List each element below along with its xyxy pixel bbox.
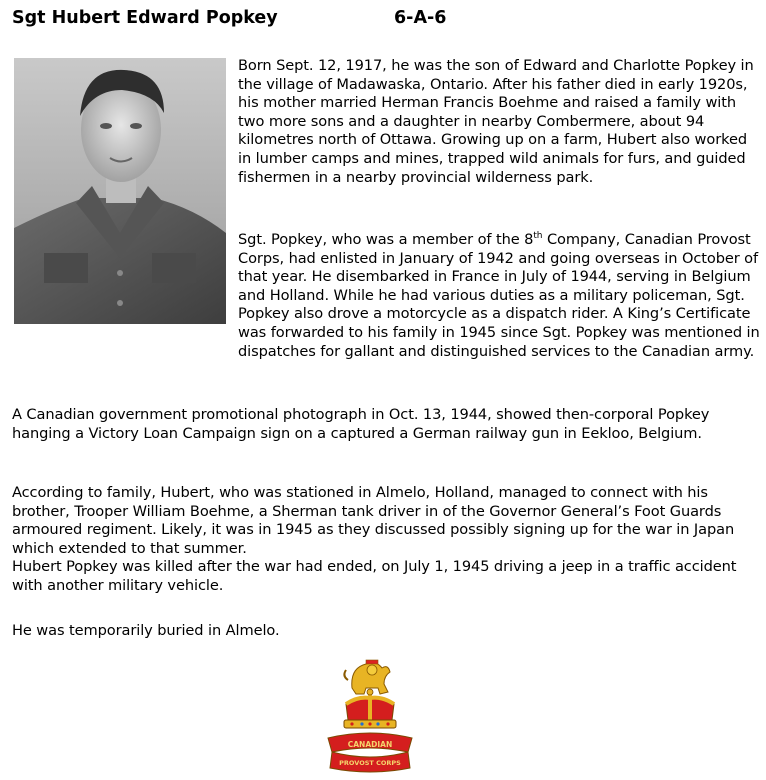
badge-text-line2: PROVOST CORPS	[339, 759, 401, 767]
biography-paragraph-early-life: Born Sept. 12, 1917, he was the son of Edward and Charlotte Popkey in the village of Madawaska, Ontario. After his father died in early 1920s, his mother married Herman Francis Boehme and raised a family with two more sons and a daughter in nearby Combermere, about 94 kilometres north of Ottawa. Growing up on a farm, Hubert also worked in lumber camps and mines, trapped wild animals for furs, and guided fishermen in a nearby provincial wilderness park.	[238, 57, 754, 186]
service-text-a: Sgt. Popkey, who was a member of the 8	[238, 231, 534, 248]
biography-paragraph-burial: He was temporarily buried in Almelo.	[12, 622, 280, 639]
grave-number: 6-A-6	[394, 8, 447, 28]
soldier-name: Sgt Hubert Edward Popkey	[12, 8, 278, 28]
biography-paragraph-photograph: A Canadian government promotional photograph in Oct. 13, 1944, showed then-corporal Popkey hanging a Victory Loan Campaign sign on a captured a German railway gun in Eekloo, Belgium.	[12, 406, 710, 442]
provost-corps-badge	[322, 658, 418, 776]
ordinal-suffix: th	[533, 231, 543, 242]
biography-paragraph-death	[12, 484, 760, 596]
service-text-b: Company, Canadian Provost Corps, had enlisted in January of 1942 and going overseas in October of that year. He disembarked in France in July of 1944, serving in Belgium and Holland. While he had various duties as a military policeman, Sgt. Popkey also drove a motorcycle as a dispatch rider. A King’s Certificate was forwarded to his family in 1945 since Sgt. Popkey was mentioned in dispatches for gallant and distinguished services to the Canadian army.	[238, 231, 760, 360]
biography-paragraph-service	[12, 231, 760, 361]
photo-wrap-spacer	[12, 231, 238, 351]
death-text-b: Hubert Popkey was killed after the war had ended, on July 1, 1945 driving a jeep in a traffic accident with another military vehicle.	[12, 558, 737, 594]
death-text-a: According to family, Hubert, who was stationed in Almelo, Holland, managed to connect with his brother, Trooper William Boehme, a Sherman tank driver in of the Governor General’s Foot Guards armoured regiment. Likely, it was in 1945 as they discussed possibly signing up for the war in Japan which extended to that summer.	[12, 484, 735, 557]
badge-text-line1: CANADIAN	[347, 740, 393, 749]
page-header	[12, 8, 447, 28]
